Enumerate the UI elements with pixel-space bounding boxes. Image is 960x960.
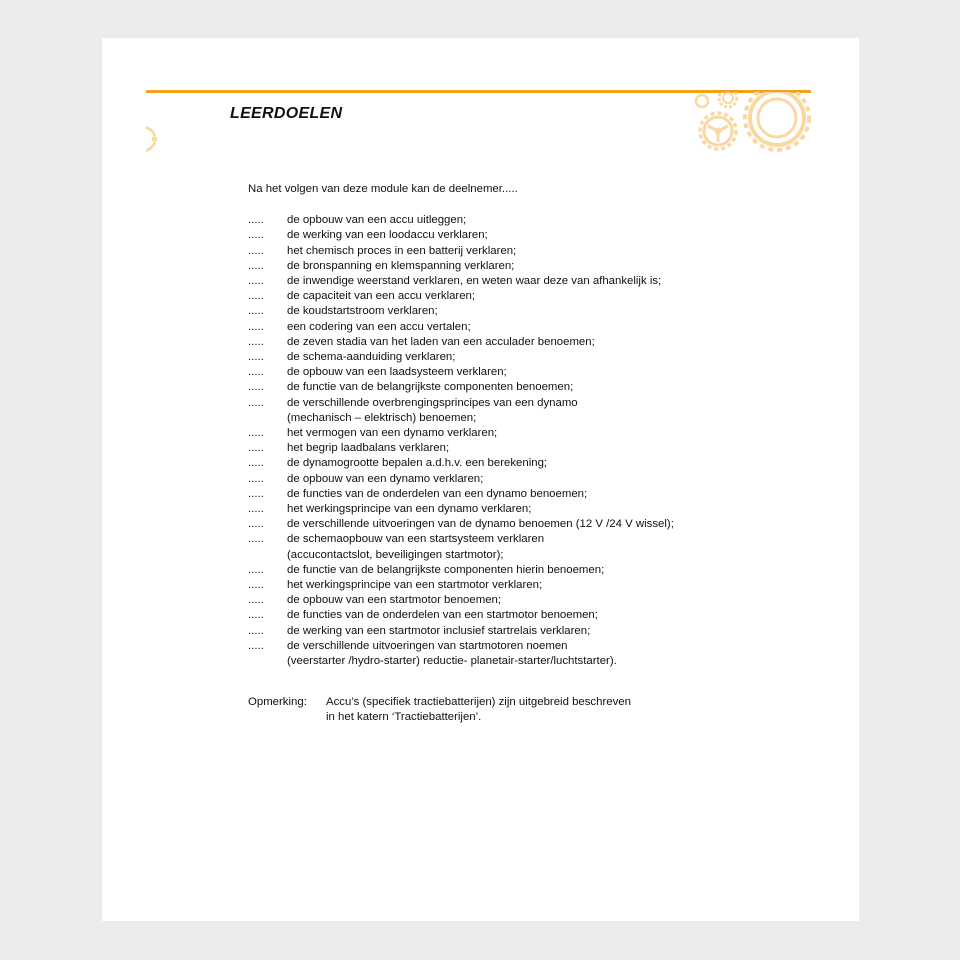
goal-text: de dynamogrootte bepalen a.d.h.v. een berekening; xyxy=(287,457,548,470)
goal-text: de zeven stadia van het laden van een acculader benoemen; xyxy=(287,335,595,348)
goal-item xyxy=(248,289,718,304)
goal-text: de bronspanning en klemspanning verklaren; xyxy=(287,259,515,272)
goal-item xyxy=(248,320,718,335)
goal-bullet: ..... xyxy=(248,579,264,592)
goal-item xyxy=(248,517,718,532)
goal-bullet: ..... xyxy=(248,229,264,242)
document-page xyxy=(102,38,859,921)
goal-bullet: ..... xyxy=(248,563,264,576)
goal-list xyxy=(248,213,718,669)
goal-item xyxy=(248,624,718,639)
goal-item xyxy=(248,304,718,319)
remark-text: Accu’s (specifiek tractiebatterijen) zijn uitgebreid beschreven in het katern ‘Tractiebatterijen’. xyxy=(326,696,631,724)
goal-item xyxy=(248,259,718,274)
goal-text: een codering van een accu vertalen; xyxy=(287,320,471,333)
goal-item xyxy=(248,335,718,350)
goal-item xyxy=(248,228,718,243)
goal-item xyxy=(248,472,718,487)
goal-text: de opbouw van een laadsysteem verklaren; xyxy=(287,366,507,379)
goal-item xyxy=(248,563,718,578)
goal-bullet: ..... xyxy=(248,320,264,333)
goal-text: de capaciteit van een accu verklaren; xyxy=(287,290,476,303)
goal-item xyxy=(248,274,718,289)
goal-item xyxy=(248,441,718,456)
goal-item xyxy=(248,426,718,441)
intro-text: Na het volgen van deze module kan de deelnemer..... xyxy=(248,183,518,195)
goal-text: de opbouw van een dynamo verklaren; xyxy=(287,472,484,485)
goal-text: de verschillende uitvoeringen van startmotoren noemen (veerstarter /hydro-starter) reductie- planetair-starter/luchtstarter). xyxy=(287,639,617,668)
goal-bullet: ..... xyxy=(248,594,264,607)
goal-bullet: ..... xyxy=(248,244,264,257)
gears-icon xyxy=(690,92,812,158)
goal-bullet: ..... xyxy=(248,503,264,516)
goal-text: de functies van de onderdelen van een dynamo benoemen; xyxy=(287,487,588,500)
goal-item xyxy=(248,593,718,608)
goal-text: het chemisch proces in een batterij verklaren; xyxy=(287,244,517,257)
goal-item xyxy=(248,365,718,380)
goal-text: de inwendige weerstand verklaren, en weten waar deze van afhankelijk is; xyxy=(287,275,662,287)
goal-text: de opbouw van een startmotor benoemen; xyxy=(287,594,502,607)
goal-text: de koudstartstroom verklaren; xyxy=(287,305,438,318)
goal-bullet: ..... xyxy=(248,396,264,409)
goal-bullet: ..... xyxy=(248,442,264,455)
goal-text: de schema-aanduiding verklaren; xyxy=(287,351,456,364)
goal-item xyxy=(248,350,718,365)
goal-bullet: ..... xyxy=(248,427,264,440)
goal-bullet: ..... xyxy=(248,381,264,394)
goal-bullet: ..... xyxy=(248,214,264,227)
goal-bullet: ..... xyxy=(248,335,264,348)
remark-label: Opmerking: xyxy=(248,696,307,709)
goal-bullet: ..... xyxy=(248,624,264,637)
goal-text: de verschillende overbrengingsprincipes van een dynamo (mechanisch – elektrisch) benoemen; xyxy=(287,396,578,424)
goal-item xyxy=(248,213,718,228)
goal-text: de functie van de belangrijkste componenten benoemen; xyxy=(287,381,574,394)
goal-text: het werkingsprincipe van een startmotor verklaren; xyxy=(287,579,543,592)
goal-bullet: ..... xyxy=(248,351,264,364)
goal-text: het begrip laadbalans verklaren; xyxy=(287,442,450,455)
goal-bullet: ..... xyxy=(248,609,264,622)
goal-bullet: ..... xyxy=(248,290,264,303)
goal-bullet: ..... xyxy=(248,305,264,318)
learning-goals xyxy=(248,182,718,726)
goal-item xyxy=(248,396,718,426)
goal-text: de opbouw van een accu uitleggen; xyxy=(287,214,467,227)
goal-bullet: ..... xyxy=(248,275,264,287)
goal-item xyxy=(248,502,718,517)
goal-item xyxy=(248,380,718,395)
goal-text: de verschillende uitvoeringen van de dynamo benoemen (12 V /24 V wissel); xyxy=(287,518,674,531)
goal-bullet: ..... xyxy=(248,259,264,272)
goal-item xyxy=(248,487,718,502)
goal-bullet: ..... xyxy=(248,518,264,531)
remark xyxy=(248,695,718,725)
goal-text: de werking van een startmotor inclusief startrelais verklaren; xyxy=(287,624,591,637)
page-title: LEERDOELEN xyxy=(230,105,343,122)
goal-text: de werking van een loodaccu verklaren; xyxy=(287,229,488,242)
goal-item xyxy=(248,532,718,562)
goal-bullet: ..... xyxy=(248,639,264,652)
goal-text: het werkingsprincipe van een dynamo verklaren; xyxy=(287,503,532,516)
goal-text: de schemaopbouw van een startsysteem verklaren (accucontactslot, beveiligingen startmotor); xyxy=(287,533,545,561)
gear-fragment-icon xyxy=(146,122,158,156)
goal-bullet: ..... xyxy=(248,533,264,546)
goal-text: het vermogen van een dynamo verklaren; xyxy=(287,427,498,440)
goal-bullet: ..... xyxy=(248,457,264,470)
goal-item xyxy=(248,244,718,259)
goal-text: de functies van de onderdelen van een startmotor benoemen; xyxy=(287,609,598,622)
goal-bullet: ..... xyxy=(248,487,264,500)
goal-bullet: ..... xyxy=(248,472,264,485)
goal-bullet: ..... xyxy=(248,366,264,379)
goal-item xyxy=(248,639,718,669)
goal-item xyxy=(248,456,718,471)
goal-text: de functie van de belangrijkste componenten hierin benoemen; xyxy=(287,563,605,576)
goal-item xyxy=(248,608,718,623)
goal-item xyxy=(248,578,718,593)
